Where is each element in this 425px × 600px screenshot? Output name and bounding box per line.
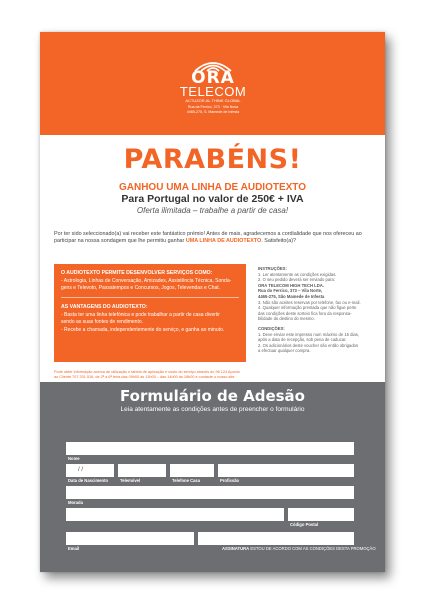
signature-agreement: ESTOU DE ACORDO COM AS CONDIÇÕES DESTA PROMOÇÃO [250, 546, 376, 551]
condition-item: após a data de recepção, sob pena de caducar. [258, 337, 347, 343]
info-advantage-line-2: sendo as suas fontes de rendimento. [61, 319, 143, 325]
info-divider [61, 297, 239, 298]
intro-text: Por ter sido seleccionado(a) vai receber este fantástico prémio! Antes de mais, agradecemos a cordialidade que nos ofereceu ao participar na nossa sondagem que lhe permitiu ganhar [54, 231, 362, 244]
info-advantage-line-3: - Recebe a chamada, independentemente do serviço, e ganha ao minuto. [61, 327, 225, 333]
logo-address-line-2: 4465-275, S. Mamede de Infesta [186, 109, 240, 114]
form-title: Formulário de Adesão [120, 387, 305, 405]
instruction-city: 4465-275, São Mamede de Infesta [258, 293, 325, 299]
logo-subword: TELECOM [179, 84, 247, 99]
intro-paragraph [54, 231, 372, 245]
address-line-2-field[interactable] [66, 508, 284, 521]
ora-telecom-logo [178, 58, 248, 128]
info-services-line-2: gens e Televoto, Passatempos e Concursos, Jogos, Televendas e Chat. [61, 285, 221, 291]
logo-address-line-1: Rua da Ferrico, 373 · Vila Nova [187, 105, 239, 109]
condition-item: 2. Os adicionários deste voucher são então obrigados [258, 342, 359, 348]
legal-line-1: Pode obter informação acerca de utilização e tabela de aplicação e custo do serviço através do 96 124 Aponio [54, 370, 240, 374]
flyer-sheet [40, 32, 385, 572]
headline-value: Para Portugal no valor de 250€ + IVA [121, 193, 304, 205]
mobile-field[interactable] [118, 464, 166, 477]
intro-highlight: UMA LINHA DE AUDIOTEXTO [185, 238, 262, 244]
birth-date-label: Data de Nascimento [68, 478, 109, 483]
signature-field[interactable] [198, 532, 354, 545]
instruction-street: Rua do Ferrico, 373 – Vila Norte, [258, 288, 323, 294]
instruction-item: 4. Qualquer informação prestada que não figue perte [258, 305, 357, 311]
profession-field[interactable] [218, 464, 354, 477]
intro-tail: . Satisfeito(a)? [261, 238, 296, 244]
instruction-item: das condições deste sorteio fica fora da responsa- [258, 310, 352, 316]
logo-tagline: ACTUZOR.AL THINK GLOBAL [185, 98, 241, 103]
instruction-company: ORA TELECOM HIGH TECH LDA. [258, 282, 324, 288]
birth-date-field[interactable] [66, 464, 114, 477]
headline-title: PARABÉNS! [123, 144, 302, 175]
mobile-label: Telemóvel [120, 478, 141, 483]
legal-notice [54, 370, 372, 380]
instruction-item: bilidade do destino do mesmo. [258, 316, 315, 322]
home-phone-field[interactable] [170, 464, 214, 477]
info-advantage-line-1: - Basta ter uma linha telefónica e pode trabalhar a partir de casa divertir [61, 312, 220, 318]
postal-code-label: Código Postal [290, 522, 319, 527]
membership-form [40, 382, 385, 572]
info-box [54, 264, 246, 362]
conditions-heading: CONDIÇÕES: [258, 325, 285, 331]
signature-note [222, 546, 376, 551]
email-field[interactable] [66, 532, 194, 545]
address-field[interactable] [66, 486, 354, 499]
address-label: Morada [68, 500, 83, 505]
profession-label: Profissão [220, 478, 240, 483]
info-heading-advantages: AS VANTAGENS DO AUDIOTEXTO: [61, 304, 148, 310]
logo-word: ORA [191, 68, 235, 88]
home-phone-label: Telefone Casa [172, 478, 201, 483]
logo-address [178, 105, 248, 114]
headline-prize: GANHOU UMA LINHA DE AUDIOTEXTO [118, 182, 307, 193]
condition-item: 1. Deve enviar este impresso num máximo de 15 dias, [258, 331, 360, 337]
form-subtitle: Leia atentamente as condições antes de preencher o formulário [120, 406, 305, 413]
postal-code-field[interactable] [288, 508, 354, 521]
instructions-column [258, 266, 376, 354]
signature-label: ASSINATURA [222, 546, 250, 551]
instruction-item: 1. Ler atentamente as condições exigidas. [258, 271, 337, 277]
instructions-heading: INSTRUÇÕES: [258, 266, 287, 271]
birth-date-slashes: / / [78, 467, 84, 473]
info-services-line-1: - Astrologia, Linhas de Conversação, Amizades, Assistência Técnica, Sonda- [61, 278, 232, 284]
instruction-item: 2. O seu pedido deverá ser enviado para: [258, 277, 336, 283]
condition-item: a efectuar qualquer compra. [258, 348, 311, 354]
headline-offer: Oferta ilimitada – trabalhe a partir de casa! [136, 206, 289, 215]
name-label: Nome [68, 456, 80, 461]
info-heading-services: O AUDIOTEXTO PERMITE DESENVOLVER SERVIÇOS COMO: [61, 270, 213, 276]
email-label: Email [68, 546, 80, 551]
name-field[interactable] [66, 442, 354, 455]
instruction-item: 3. Não são aceites reservas por telefone, fax ou e-mail. [258, 299, 361, 305]
legal-line-2: ao Cliente 707 201 516, de 2ª a 6ª feira das 09h00 às 13h00 – das 14h00 às 18h00 e contacte o nosso site. [54, 375, 236, 379]
header-banner [40, 32, 385, 135]
